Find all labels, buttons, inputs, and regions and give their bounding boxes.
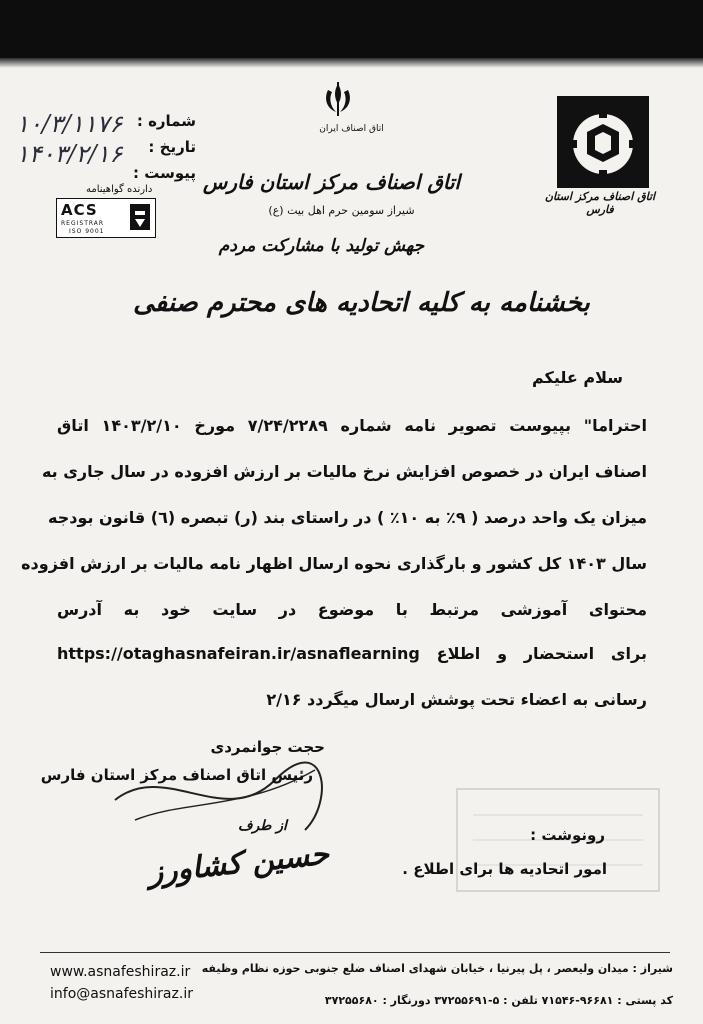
scan-top-shadow [0, 58, 703, 68]
year-slogan: جهش تولید با مشارکت مردم [218, 236, 425, 256]
footer-divider [40, 952, 670, 953]
footer-postal-phones: کد پستی : ۹۶۶۸۱-۷۱۵۴۶ تلفن : ۵-۳۷۲۵۵۶۹۱ دورنگار : ۳۷۲۵۵۶۸۰ [324, 994, 673, 1007]
emblem-caption: اتاق اصناف ایران [319, 124, 384, 134]
letter-title: بخشنامه به کلیه اتحادیه های محترم صنفی [133, 288, 590, 318]
signature-on-behalf: از طرف [238, 818, 287, 834]
greeting: سلام علیکم [531, 368, 623, 387]
cc-heading: رونوشت : [530, 826, 605, 844]
letter-date-label: تاریخ : [148, 138, 196, 156]
scan-top-black-bar [0, 0, 703, 58]
badge-sub-text: REGISTRAR [61, 220, 105, 227]
learning-url-link[interactable]: https://otaghasnafeiran.ir/asnaflearning [57, 644, 420, 663]
body-line-4: سال ۱۴۰۳ کل کشور و بارگذاری نحوه ارسال اظهار نامه مالیات بر ارزش افزوده [21, 554, 647, 573]
certificate-holder-label: دارنده گواهینامه [86, 184, 153, 195]
body-line-1: احتراما" بپیوست تصویر نامه شماره ۷/۲۴/۲۲۸۹ مورخ ۱۴۰۳/۲/۱۰ اتاق [57, 416, 648, 435]
badge-main-text: ACS [61, 201, 98, 219]
chamber-gear-logo-icon [553, 92, 653, 196]
letter-attachment-label: پیوست : [132, 164, 196, 182]
signer-title: رئیس اتاق اصناف مرکز استان فارس [40, 766, 313, 784]
logo-caption: اتاق اصناف مرکز استان فارس [544, 190, 656, 216]
signer-name: حجت جوانمردی [210, 738, 325, 756]
body-line-url [57, 644, 647, 663]
body-line-2: اصناف ایران در خصوص افزایش نرخ مالیات بر ارزش افزوده در سال جاری به [41, 462, 647, 481]
cc-item: امور اتحادیه ها برای اطلاع . [402, 860, 607, 878]
letter-number-value: ۱۰/۳/۱۱۷۶ [16, 110, 123, 138]
footer-address: شیراز : میدان ولیعصر ، پل پیرنیا ، خیابان شهدای اصناف ضلع جنوبی حوزه نظام وظیفه [201, 962, 673, 975]
signature-name: حسین کشاورز [146, 836, 331, 891]
footer-email[interactable]: info@asnafeshiraz.ir [50, 986, 193, 1002]
letter-date-value: ۱۴۰۳/۲/۱۶ [16, 140, 123, 168]
organization-city: شیراز سومین حرم اهل بیت (ع) [268, 204, 415, 217]
footer-website[interactable]: www.asnafeshiraz.ir [50, 964, 191, 980]
iran-emblem-icon [318, 80, 358, 120]
signature-scribble [105, 740, 345, 850]
url-suffix-text: برای استحضار و اطلاع [436, 644, 647, 663]
body-line-last: رسانی به اعضاء تحت پوشش ارسال میگردد ۲/۱۶ [266, 690, 647, 709]
date-row [16, 136, 196, 168]
body-line-5: محتوای آموزشی مرتبط با موضوع در سایت خود به آدرس [57, 600, 647, 619]
organization-name: اتاق اصناف مرکز استان فارس [202, 170, 461, 194]
badge-iso-text: ISO 9001 [69, 228, 105, 235]
letter-number-label: شماره : [136, 112, 196, 130]
body-line-3: میزان یک واحد درصد ( ۹٪ به ۱۰٪ ) در راستای بند (ر) تبصره (٦) قانون بودجه [48, 508, 647, 527]
